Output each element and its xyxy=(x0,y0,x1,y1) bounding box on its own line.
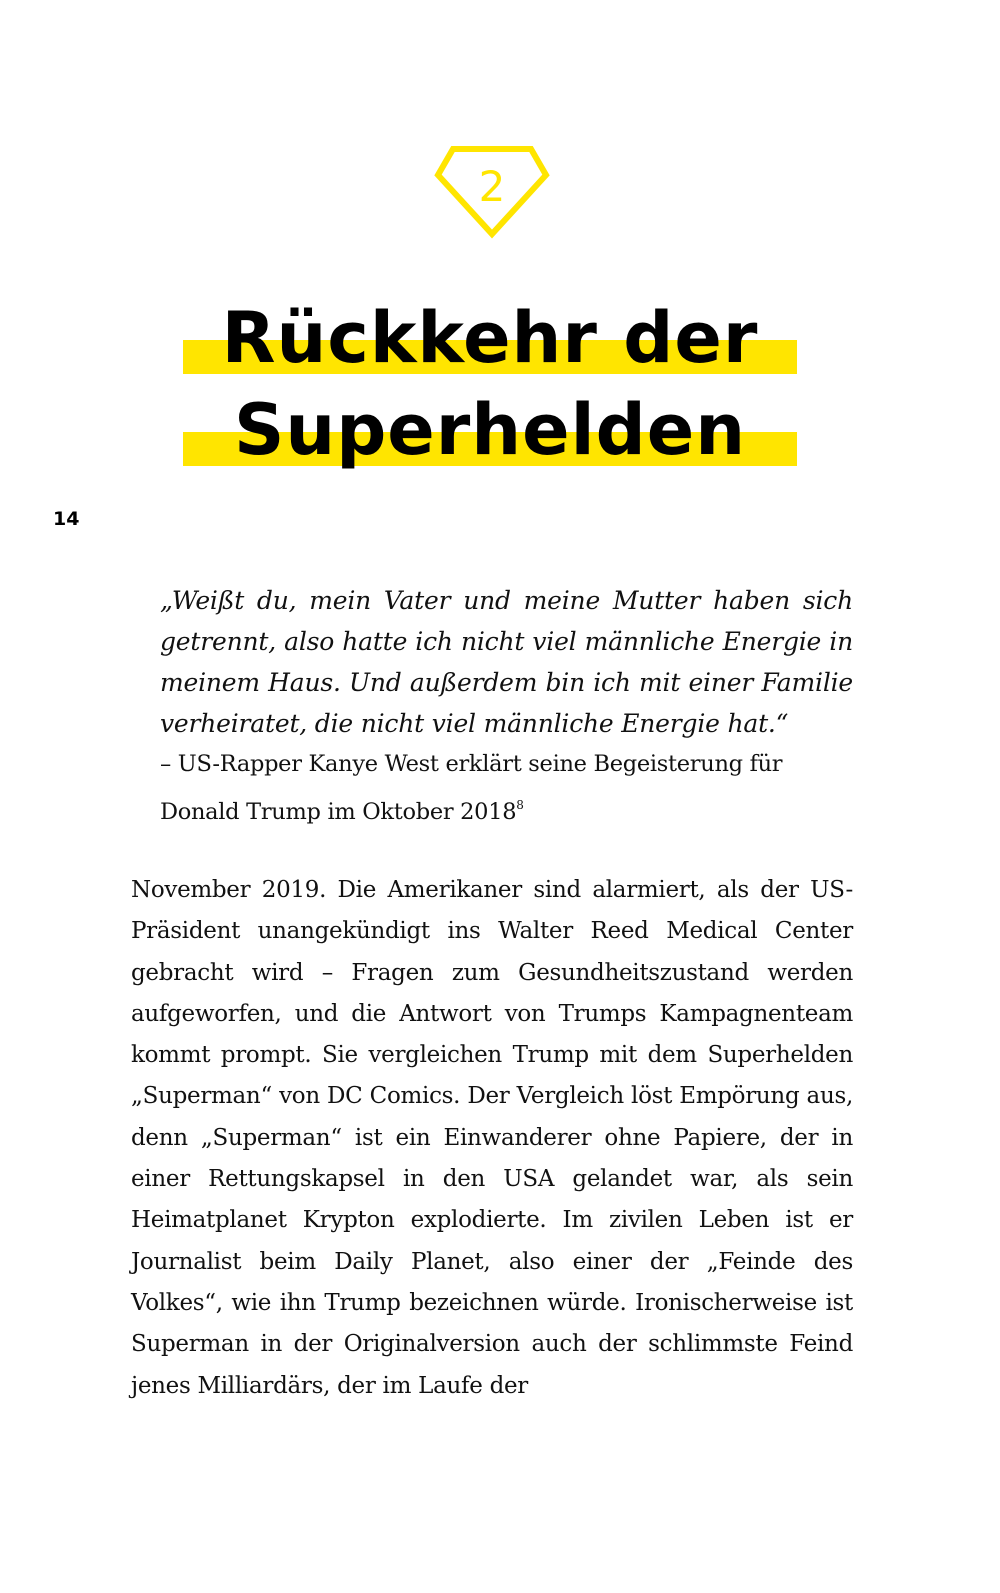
chapter-title-text-2: Superhelden xyxy=(233,389,747,471)
diamond-shield-icon xyxy=(433,145,551,239)
footnote-mark: 8 xyxy=(516,798,524,812)
epigraph-attribution xyxy=(160,744,853,833)
chapter-title xyxy=(180,292,800,476)
chapter-title-line-2 xyxy=(180,384,800,476)
epigraph xyxy=(160,580,853,833)
chapter-emblem xyxy=(433,145,551,239)
chapter-title-line-1 xyxy=(180,292,800,384)
epigraph-quote: „Weißt du, mein Vater und meine Mutter haben sich getrennt, also hatte ich nicht viel männliche Energie in meinem Haus. Und außerdem bin ich mit einer Familie verheiratet, die nicht viel männliche Energie hat.“ xyxy=(160,586,853,738)
chapter-title-text-1: Rückkehr der xyxy=(221,297,759,379)
page-number: 14 xyxy=(53,508,80,530)
body-paragraph: November 2019. Die Amerikaner sind alarmiert, als der US-Präsident unangekündigt ins Walter Reed Medical Center gebracht wird – Fragen zum Gesundheitszustand werden aufgeworfen, und die Antwort von Trumps Kampagnenteam kommt prompt. Sie vergleichen Trump mit dem Superhelden „Superman“ von DC Comics. Der Vergleich löst Empörung aus, denn „Superman“ ist ein Einwanderer ohne Papiere, der in einer Rettungskapsel in den USA gelandet war, als sein Heimatplanet Krypton explodierte. Im zivilen Leben ist er Journalist beim Daily Planet, also einer der „Feinde des Volkes“, wie ihn Trump bezeichnen würde. Ironischerweise ist Superman in der Originalversion auch der schlimmste Feind jenes Milliardärs, der im Laufe der xyxy=(131,877,853,1399)
chapter-number: 2 xyxy=(478,162,506,211)
epigraph-attribution-text: – US-Rapper Kanye West erklärt seine Begeisterung für Donald Trump im Oktober 2018 xyxy=(160,751,783,825)
